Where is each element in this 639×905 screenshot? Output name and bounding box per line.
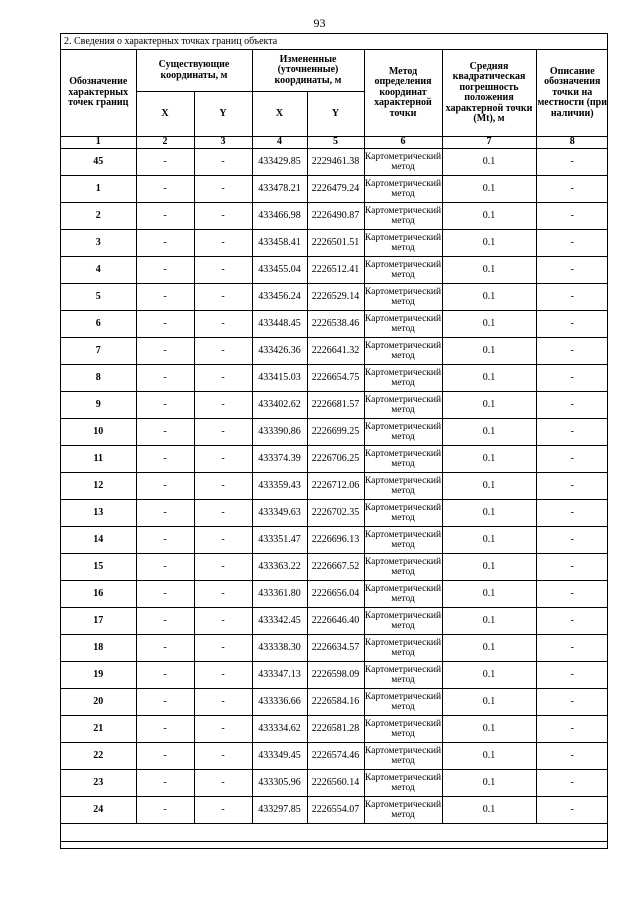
updated-x-cell: 433390.86 [252,419,307,446]
updated-x-cell: 433363.22 [252,554,307,581]
existing-x-cell: - [136,284,194,311]
updated-y-cell: 2226512.41 [307,257,364,284]
existing-x-cell: - [136,230,194,257]
header-existing-coords: Существующие координаты, м [136,50,252,92]
existing-y-cell: - [194,635,252,662]
description-cell: - [536,797,608,824]
existing-y-cell: - [194,176,252,203]
point-number-cell: 13 [61,500,136,527]
table-row [61,554,608,581]
updated-y-cell: 2226501.51 [307,230,364,257]
description-cell: - [536,581,608,608]
existing-y-cell: - [194,392,252,419]
updated-y-cell: 2226538.46 [307,311,364,338]
rms-error-cell: 0.1 [442,257,536,284]
method-cell: Картометрический метод [364,284,442,311]
updated-x-cell: 433426.36 [252,338,307,365]
updated-x-cell: 433347.13 [252,662,307,689]
table-row [61,230,608,257]
rms-error-cell: 0.1 [442,473,536,500]
updated-y-cell: 2226490.87 [307,203,364,230]
existing-y-cell: - [194,149,252,176]
updated-y-cell: 2226634.57 [307,635,364,662]
updated-x-cell: 433455.04 [252,257,307,284]
existing-x-cell: - [136,365,194,392]
rms-error-cell: 0.1 [442,419,536,446]
existing-y-cell: - [194,230,252,257]
method-cell: Картометрический метод [364,365,442,392]
existing-x-cell: - [136,338,194,365]
rms-error-cell: 0.1 [442,662,536,689]
updated-y-cell: 2226699.25 [307,419,364,446]
method-cell: Картометрический метод [364,527,442,554]
rms-error-cell: 0.1 [442,365,536,392]
point-number-cell: 16 [61,581,136,608]
rms-error-cell: 0.1 [442,581,536,608]
updated-x-cell: 433448.45 [252,311,307,338]
rms-error-cell: 0.1 [442,149,536,176]
table-row [61,365,608,392]
updated-y-cell: 2226581.28 [307,716,364,743]
existing-x-cell: - [136,716,194,743]
existing-y-cell: - [194,608,252,635]
empty-cell [61,824,608,842]
method-cell: Картометрический метод [364,716,442,743]
updated-y-cell: 2226479.24 [307,176,364,203]
updated-y-cell: 2226696.13 [307,527,364,554]
updated-y-cell: 2226706.25 [307,446,364,473]
method-cell: Картометрический метод [364,797,442,824]
point-number-cell: 18 [61,635,136,662]
table-row [61,392,608,419]
table-row [61,338,608,365]
table-row [61,311,608,338]
existing-x-cell: - [136,689,194,716]
table-body [61,149,608,842]
rms-error-cell: 0.1 [442,311,536,338]
point-number-cell: 6 [61,311,136,338]
table-row [61,581,608,608]
table-row [61,473,608,500]
point-number-cell: 7 [61,338,136,365]
existing-y-cell: - [194,770,252,797]
updated-x-cell: 433338.30 [252,635,307,662]
method-cell: Картометрический метод [364,203,442,230]
column-number: 5 [307,137,364,149]
point-number-cell: 11 [61,446,136,473]
existing-x-cell: - [136,635,194,662]
updated-x-cell: 433349.63 [252,500,307,527]
table-row [61,500,608,527]
updated-x-cell: 433374.39 [252,446,307,473]
method-cell: Картометрический метод [364,311,442,338]
description-cell: - [536,176,608,203]
point-number-cell: 12 [61,473,136,500]
updated-y-cell: 2226654.75 [307,365,364,392]
updated-x-cell: 433415.03 [252,365,307,392]
column-number: 4 [252,137,307,149]
method-cell: Картометрический метод [364,446,442,473]
point-number-cell: 23 [61,770,136,797]
existing-y-cell: - [194,554,252,581]
description-cell: - [536,392,608,419]
table-row [61,716,608,743]
table-row [61,257,608,284]
updated-x-cell: 433478.21 [252,176,307,203]
method-cell: Картометрический метод [364,608,442,635]
updated-y-cell: 2226702.35 [307,500,364,527]
updated-y-cell: 2226641.32 [307,338,364,365]
updated-y-cell: 2226656.04 [307,581,364,608]
point-number-cell: 17 [61,608,136,635]
table-row [61,203,608,230]
table-row [61,743,608,770]
point-number-cell: 10 [61,419,136,446]
existing-x-cell: - [136,527,194,554]
method-cell: Картометрический метод [364,473,442,500]
existing-y-cell: - [194,473,252,500]
existing-x-cell: - [136,446,194,473]
existing-x-cell: - [136,149,194,176]
point-number-cell: 4 [61,257,136,284]
description-cell: - [536,608,608,635]
existing-y-cell: - [194,743,252,770]
method-cell: Картометрический метод [364,176,442,203]
description-cell: - [536,662,608,689]
updated-y-cell: 2226598.09 [307,662,364,689]
updated-x-cell: 433466.98 [252,203,307,230]
rms-error-cell: 0.1 [442,176,536,203]
updated-y-cell: 2226646.40 [307,608,364,635]
description-cell: - [536,203,608,230]
rms-error-cell: 0.1 [442,500,536,527]
description-cell: - [536,770,608,797]
rms-error-cell: 0.1 [442,446,536,473]
point-number-cell: 21 [61,716,136,743]
method-cell: Картометрический метод [364,257,442,284]
existing-x-cell: - [136,203,194,230]
description-cell: - [536,230,608,257]
rms-error-cell: 0.1 [442,203,536,230]
table-row [61,770,608,797]
updated-y-cell: 2226681.57 [307,392,364,419]
table-row [61,662,608,689]
method-cell: Картометрический метод [364,581,442,608]
description-cell: - [536,311,608,338]
existing-x-cell: - [136,608,194,635]
rms-error-cell: 0.1 [442,338,536,365]
existing-x-cell: - [136,419,194,446]
empty-row [61,824,608,842]
header-updated-y: Y [307,92,364,137]
updated-x-cell: 433349.45 [252,743,307,770]
description-cell: - [536,284,608,311]
updated-x-cell: 433359.43 [252,473,307,500]
point-number-cell: 20 [61,689,136,716]
table-row [61,689,608,716]
page-number: 93 [313,16,326,30]
updated-x-cell: 433402.62 [252,392,307,419]
rms-error-cell: 0.1 [442,230,536,257]
method-cell: Картометрический метод [364,392,442,419]
existing-x-cell: - [136,770,194,797]
existing-y-cell: - [194,527,252,554]
table-row [61,176,608,203]
point-number-cell: 14 [61,527,136,554]
table-row [61,419,608,446]
description-cell: - [536,743,608,770]
method-cell: Картометрический метод [364,230,442,257]
method-cell: Картометрический метод [364,554,442,581]
header-description: Описание обозначения точки на местности (при наличии) [536,50,608,137]
updated-x-cell: 433305.96 [252,770,307,797]
updated-y-cell: 2226529.14 [307,284,364,311]
header-existing-y: Y [194,92,252,137]
point-number-cell: 24 [61,797,136,824]
existing-x-cell: - [136,581,194,608]
updated-x-cell: 433361.80 [252,581,307,608]
rms-error-cell: 0.1 [442,284,536,311]
header-existing-x: X [136,92,194,137]
header-updated-x: X [252,92,307,137]
updated-x-cell: 433342.45 [252,608,307,635]
table-row [61,797,608,824]
updated-x-cell: 433429.85 [252,149,307,176]
point-number-cell: 5 [61,284,136,311]
updated-x-cell: 433351.47 [252,527,307,554]
method-cell: Картометрический метод [364,419,442,446]
rms-error-cell: 0.1 [442,797,536,824]
table-row [61,527,608,554]
point-number-cell: 2 [61,203,136,230]
table-row [61,149,608,176]
existing-y-cell: - [194,419,252,446]
updated-x-cell: 433458.41 [252,230,307,257]
column-number: 3 [194,137,252,149]
description-cell: - [536,446,608,473]
updated-y-cell: 2226560.14 [307,770,364,797]
existing-y-cell: - [194,284,252,311]
column-number: 8 [536,137,608,149]
updated-x-cell: 433336.66 [252,689,307,716]
method-cell: Картометрический метод [364,500,442,527]
description-cell: - [536,365,608,392]
description-cell: - [536,716,608,743]
column-number: 6 [364,137,442,149]
existing-y-cell: - [194,257,252,284]
point-number-cell: 3 [61,230,136,257]
method-cell: Картометрический метод [364,662,442,689]
existing-y-cell: - [194,581,252,608]
updated-y-cell: 2226584.16 [307,689,364,716]
rms-error-cell: 0.1 [442,716,536,743]
existing-y-cell: - [194,500,252,527]
rms-error-cell: 0.1 [442,527,536,554]
description-cell: - [536,257,608,284]
description-cell: - [536,149,608,176]
method-cell: Картометрический метод [364,770,442,797]
updated-y-cell: 2226554.07 [307,797,364,824]
updated-y-cell: 2226667.52 [307,554,364,581]
existing-x-cell: - [136,743,194,770]
existing-y-cell: - [194,338,252,365]
header-updated-coords: Измененные (уточненные) координаты, м [252,50,364,92]
description-cell: - [536,500,608,527]
updated-x-cell: 433456.24 [252,284,307,311]
rms-error-cell: 0.1 [442,554,536,581]
point-number-cell: 15 [61,554,136,581]
updated-y-cell: 2229461.38 [307,149,364,176]
point-number-cell: 1 [61,176,136,203]
existing-y-cell: - [194,203,252,230]
table-row [61,284,608,311]
existing-y-cell: - [194,311,252,338]
table-row [61,446,608,473]
existing-x-cell: - [136,554,194,581]
existing-x-cell: - [136,473,194,500]
existing-x-cell: - [136,311,194,338]
point-number-cell: 19 [61,662,136,689]
description-cell: - [536,527,608,554]
column-number: 2 [136,137,194,149]
existing-y-cell: - [194,797,252,824]
rms-error-cell: 0.1 [442,743,536,770]
method-cell: Картометрический метод [364,149,442,176]
rms-error-cell: 0.1 [442,770,536,797]
section-title: 2. Сведения о характерных точках границ объекта [61,34,607,50]
existing-y-cell: - [194,446,252,473]
updated-y-cell: 2226712.06 [307,473,364,500]
updated-y-cell: 2226574.46 [307,743,364,770]
rms-error-cell: 0.1 [442,392,536,419]
column-number: 1 [61,137,136,149]
description-cell: - [536,689,608,716]
method-cell: Картометрический метод [364,743,442,770]
header-rms-error: Средняя квадратическая погрешность положения характерной точки (Mt), м [442,50,536,137]
rms-error-cell: 0.1 [442,689,536,716]
description-cell: - [536,338,608,365]
point-number-cell: 22 [61,743,136,770]
existing-x-cell: - [136,257,194,284]
table-row [61,635,608,662]
description-cell: - [536,635,608,662]
existing-x-cell: - [136,797,194,824]
existing-y-cell: - [194,716,252,743]
section-frame [60,33,608,849]
boundary-points-table [61,50,608,842]
description-cell: - [536,419,608,446]
header-point-label: Обозначение характерных точек границ [61,50,136,137]
method-cell: Картометрический метод [364,635,442,662]
table-row [61,608,608,635]
existing-y-cell: - [194,365,252,392]
rms-error-cell: 0.1 [442,635,536,662]
existing-x-cell: - [136,176,194,203]
description-cell: - [536,473,608,500]
description-cell: - [536,554,608,581]
existing-y-cell: - [194,662,252,689]
point-number-cell: 45 [61,149,136,176]
existing-x-cell: - [136,392,194,419]
existing-y-cell: - [194,689,252,716]
rms-error-cell: 0.1 [442,608,536,635]
existing-x-cell: - [136,500,194,527]
point-number-cell: 9 [61,392,136,419]
updated-x-cell: 433334.62 [252,716,307,743]
method-cell: Картометрический метод [364,338,442,365]
header-method: Метод определения координат характерной точки [364,50,442,137]
existing-x-cell: - [136,662,194,689]
updated-x-cell: 433297.85 [252,797,307,824]
column-number: 7 [442,137,536,149]
method-cell: Картометрический метод [364,689,442,716]
point-number-cell: 8 [61,365,136,392]
